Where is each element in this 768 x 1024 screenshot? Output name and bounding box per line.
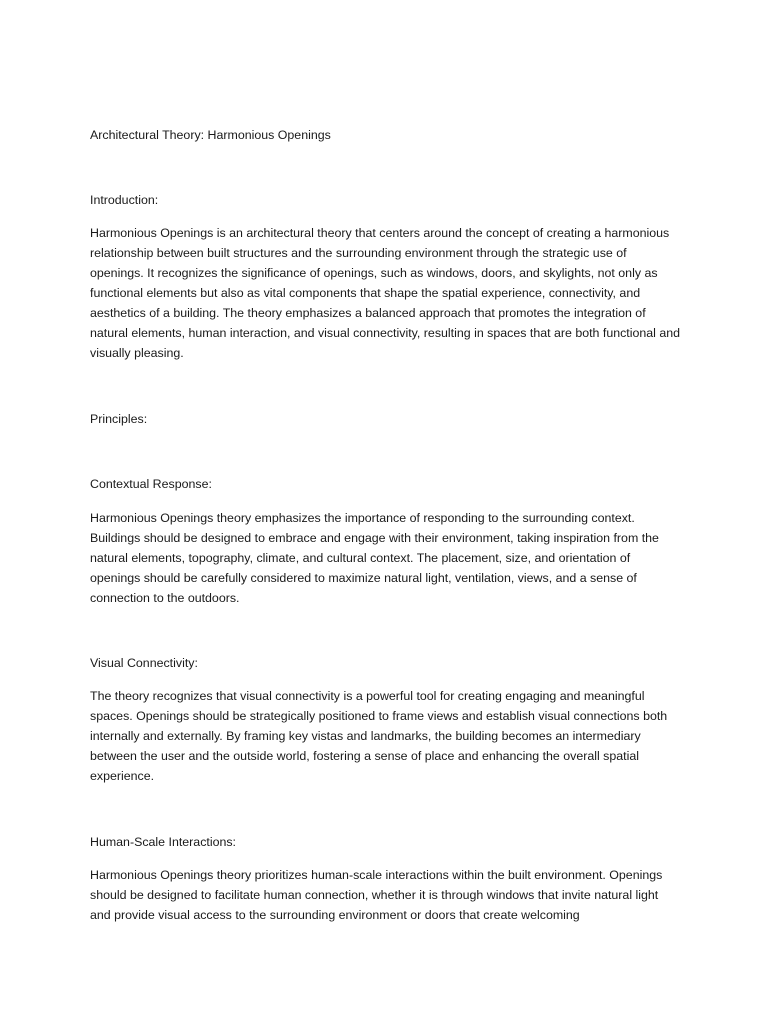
visual-connectivity-heading: Visual Connectivity: (90, 656, 198, 670)
human-scale-paragraph: Harmonious Openings theory prioritizes human-scale interactions within the built environment. Openings should be designed to facilitate human connection, whether it is through windows that invite natural light and provide visual access to the surrounding environment or doors that create welcoming (90, 868, 663, 922)
contextual-response-heading: Contextual Response: (90, 477, 212, 491)
visual-connectivity-paragraph: The theory recognizes that visual connectivity is a powerful tool for creating engaging and meaningful spaces. Openings should be strategically positioned to frame views and establish visual connections both internally and externally. By framing key vistas and landmarks, the building becomes an intermediary between the user and the outside world, fostering a sense of place and enhancing the overall spatial experience. (90, 689, 668, 783)
contextual-response-paragraph: Harmonious Openings theory emphasizes the importance of responding to the surrounding context. Buildings should be designed to embrace and engage with their environment, taking inspiration from the natural elements, topography, climate, and cultural context. The placement, size, and orientation of openings should be carefully considered to maximize natural light, ventilation, views, and a sense of connection to the outdoors. (90, 511, 659, 605)
introduction-paragraph: Harmonious Openings is an architectural theory that centers around the concept of creating a harmonious relationship between built structures and the surrounding environment through the strategic use of openings. It recognizes the significance of openings, such as windows, doors, and skylights, not only as functional elements but also as vital components that shape the spatial experience, connectivity, and aesthetics of a building. The theory emphasizes a balanced approach that promotes the integration of natural elements, human interaction, and visual connectivity, resulting in spaces that are both functional and visually pleasing. (90, 226, 681, 360)
introduction-heading: Introduction: (90, 193, 159, 207)
human-scale-heading: Human-Scale Interactions: (90, 835, 237, 849)
principles-heading: Principles: (90, 412, 148, 426)
document-title: Architectural Theory: Harmonious Openings (90, 128, 331, 142)
